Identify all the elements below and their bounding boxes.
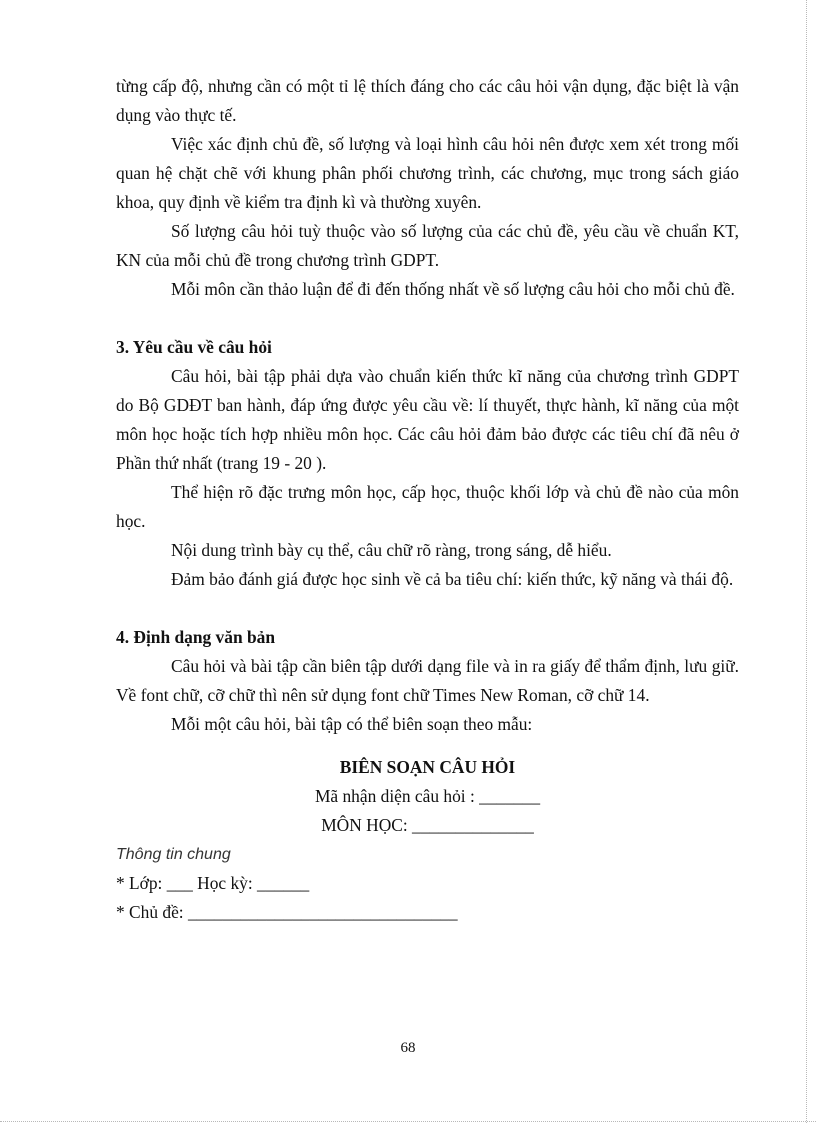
form-title: BIÊN SOẠN CÂU HỎI	[339, 757, 516, 777]
document-body	[116, 72, 739, 927]
paragraph: Đảm bảo đánh giá được học sinh về cả ba tiêu chí: kiến thức, kỹ năng và thái độ.	[171, 569, 734, 589]
form-topic-line: * Chủ đề: _______________________________	[116, 902, 458, 922]
paragraph: Câu hỏi, bài tập phải dựa vào chuẩn kiến thức kĩ năng của chương trình GDPT do Bộ GDĐT ban hành, đáp ứng được yêu cầu về: lí thuyết, thực hành, kĩ năng của một môn học hoặc tích hợp nhiều môn học. Các câu hỏi đảm bảo được các tiêu chí đã nêu ở Phần thứ nhất (trang 19 - 20 ).	[116, 366, 739, 473]
section-heading: 3. Yêu cầu về câu hỏi	[116, 337, 272, 357]
form-subject-line: MÔN HỌC: ______________	[321, 815, 534, 835]
page-border-bottom	[0, 1121, 816, 1122]
spacer	[116, 594, 739, 623]
general-info-label: Thông tin chung	[116, 846, 231, 863]
section-heading: 4. Định dạng văn bản	[116, 627, 276, 647]
form-id-line: Mã nhận diện câu hỏi : _______	[314, 786, 541, 806]
paragraph: Việc xác định chủ đề, số lượng và loại hình câu hỏi nên được xem xét trong mối quan hệ chặt chẽ với khung phân phối chương trình, các chương, mục trong sách giáo khoa, quy định về kiểm tra định kì và thường xuyên.	[116, 134, 739, 212]
paragraph: Câu hỏi và bài tập cần biên tập dưới dạng file và in ra giấy để thẩm định, lưu giữ. Về font chữ, cỡ chữ thì nên sử dụng font chữ Times New Roman, cỡ chữ 14.	[116, 656, 739, 705]
paragraph: Thể hiện rõ đặc trưng môn học, cấp học, thuộc khối lớp và chủ đề nào của môn học.	[116, 482, 739, 531]
paragraph: từng cấp độ, nhưng cần có một tỉ lệ thích đáng cho các câu hỏi vận dụng, đặc biệt là vận dụng vào thực tế.	[116, 76, 739, 125]
paragraph: Mỗi một câu hỏi, bài tập có thể biên soạn theo mẫu:	[171, 714, 533, 734]
paragraph: Số lượng câu hỏi tuỳ thuộc vào số lượng của các chủ đề, yêu cầu về chuẩn KT, KN của mỗi chủ đề trong chương trình GDPT.	[116, 221, 739, 270]
paragraph: Nội dung trình bày cụ thể, câu chữ rõ ràng, trong sáng, dễ hiểu.	[171, 540, 612, 560]
page-number: 68	[400, 1040, 416, 1056]
page-border-right	[806, 0, 807, 1123]
spacer	[116, 304, 739, 333]
form-grade-line: * Lớp: ___ Học kỳ: ______	[116, 873, 310, 893]
paragraph: Mỗi môn cần thảo luận để đi đến thống nhất về số lượng câu hỏi cho mỗi chủ đề.	[171, 279, 735, 299]
